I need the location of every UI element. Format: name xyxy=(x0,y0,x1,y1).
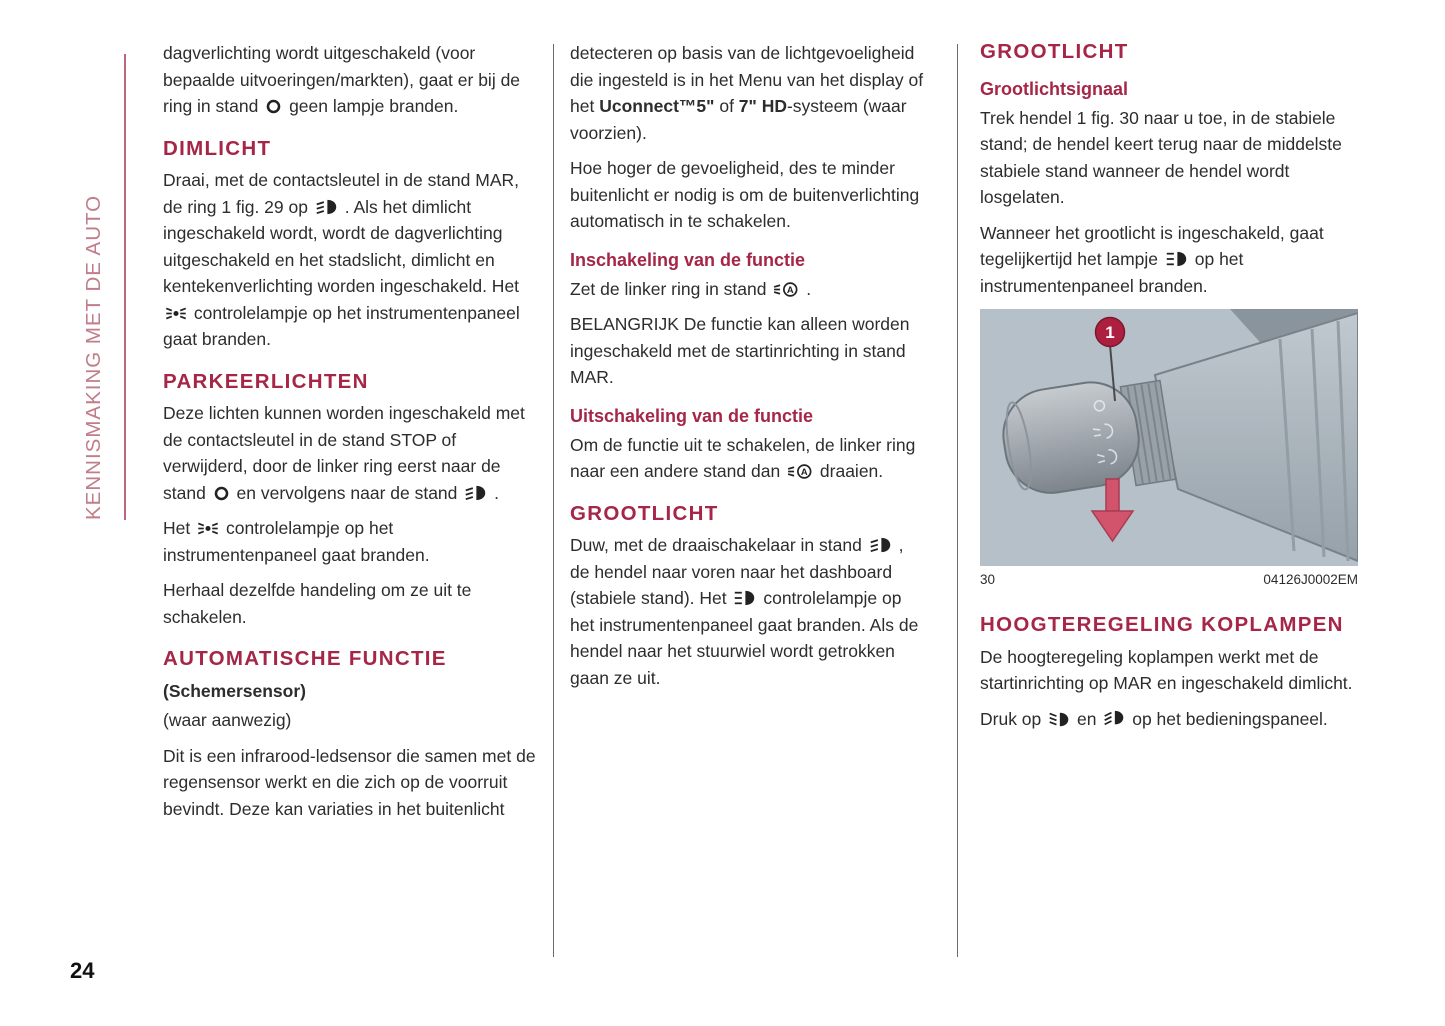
auto-light-icon xyxy=(787,463,813,480)
column-divider xyxy=(957,44,958,957)
paragraph xyxy=(163,707,537,734)
column-divider xyxy=(553,44,554,957)
text-run: of xyxy=(714,96,739,116)
sidebar-rule xyxy=(124,54,126,520)
text-run: Dit is een infrarood-ledsensor die samen met de regensensor werkt en die zich op de voorruit bevindt. Deze kan variaties in het buitenlicht xyxy=(163,745,536,819)
ring-o-icon xyxy=(265,98,282,115)
high-beam-icon xyxy=(733,589,756,607)
text-run: BELANGRIJK De functie kan alleen worden ingeschakeld met de startinrichting in stand MAR. xyxy=(570,314,910,387)
paragraph xyxy=(980,220,1358,300)
text-run: . Als het dimlicht ingeschakeld wordt, wordt de dagverlichting uitgeschakeld en het stadslicht, dimlicht en kentekenverlichting worden ingeschakeld. Het xyxy=(163,196,520,297)
text-run: detecteren op basis van de lichtgevoeligheid die ingesteld is in het Menu van het display of het xyxy=(570,43,924,116)
high-beam-icon xyxy=(1165,250,1188,268)
paragraph xyxy=(570,155,926,235)
text-run: en xyxy=(1072,708,1102,729)
low-beam-icon xyxy=(315,198,338,216)
text-run: . xyxy=(489,482,499,503)
paragraph xyxy=(163,40,537,120)
paragraph xyxy=(163,515,537,568)
bold-note: (Schemersensor) xyxy=(163,680,306,701)
low-beam-icon xyxy=(869,536,892,554)
stalk-illustration xyxy=(980,309,1358,566)
text-run: draaien. xyxy=(815,461,884,481)
parking-light-icon xyxy=(165,305,187,322)
text-column-1 xyxy=(163,40,537,831)
svg-text:A: A xyxy=(787,284,794,295)
text-run: (waar aanwezig) xyxy=(163,710,292,731)
auto-light-icon xyxy=(773,281,799,298)
text-column-3 xyxy=(980,40,1358,741)
text-run: op het instrumentenpaneel branden. xyxy=(980,249,1244,296)
text-run: Duw, met de draaischakelaar in stand xyxy=(570,535,867,556)
figure-code: 04126J0002EM xyxy=(1263,572,1358,588)
section-heading: DIMLICHT xyxy=(163,136,272,160)
ring-o-icon xyxy=(213,485,230,502)
text-run: geen lampje branden. xyxy=(284,96,459,116)
text-run: Druk op xyxy=(980,708,1047,729)
paragraph xyxy=(163,400,537,506)
text-run: dagverlichting wordt uitgeschakeld (voor bepaalde uitvoeringen/markten), gaat er bij de ring in stand xyxy=(163,43,521,116)
text-run: Uconnect™5" xyxy=(599,96,715,116)
chapter-vertical-title: KENNISMAKING MET DE AUTO xyxy=(82,194,105,520)
paragraph xyxy=(163,167,537,353)
text-run: Hoe hoger de gevoeligheid, des te minder buitenlicht er nodig is om de buitenverlichting automatisch in te schakelen. xyxy=(570,158,920,231)
paragraph xyxy=(163,577,537,630)
paragraph xyxy=(570,432,926,485)
figure-number: 30 xyxy=(980,572,996,588)
text-run: controlelampje op het instrumentenpaneel gaat branden. xyxy=(163,518,430,565)
text-run: Het xyxy=(163,518,196,539)
section-heading: GROOTLICHT xyxy=(980,40,1129,63)
paragraph xyxy=(570,311,926,391)
figure-caption xyxy=(980,572,1358,587)
stalk-figure xyxy=(980,309,1358,587)
svg-text:A: A xyxy=(800,466,808,477)
text-run: De hoogteregeling koplampen werkt met de startinrichting op MAR en ingeschakeld dimlicht. xyxy=(980,646,1353,694)
paragraph xyxy=(570,532,926,691)
paragraph xyxy=(570,276,926,303)
section-heading: GROOTLICHT xyxy=(570,501,719,525)
marker-number: 1 xyxy=(1105,323,1115,343)
leveling-up-icon xyxy=(1048,711,1070,728)
text-run: -systeem (waar voorzien). xyxy=(570,96,907,143)
text-run: Trek hendel 1 fig. 30 naar u toe, in de stabiele stand; de hendel keert terug naar de middelste stabiele stand wanneer de hendel wordt losgelaten. xyxy=(980,107,1342,208)
stalk-figure-svg xyxy=(980,309,1358,566)
text-run: Herhaal dezelfde handeling om ze uit te schakelen. xyxy=(163,580,472,627)
paragraph xyxy=(980,105,1358,211)
low-beam-icon xyxy=(464,484,487,502)
paragraph xyxy=(980,644,1358,697)
parking-light-icon xyxy=(197,520,219,537)
sub-heading: Inschakeling van de functie xyxy=(570,249,806,270)
text-column-2 xyxy=(570,40,926,700)
section-heading: PARKEERLICHTEN xyxy=(163,369,369,393)
text-run: Om de functie uit te schakelen, de linker ring naar een andere stand dan xyxy=(570,434,916,481)
text-run: 7" HD xyxy=(738,96,787,116)
text-run: Draai, met de contactsleutel in de stand MAR, de ring 1 fig. 29 op xyxy=(163,170,520,217)
text-run: Zet de linker ring in stand xyxy=(570,278,772,299)
paragraph xyxy=(570,40,926,146)
paragraph xyxy=(163,743,537,823)
text-run: , de hendel naar voren naar het dashboard (stabiele stand). Het xyxy=(570,535,904,609)
sub-heading: Grootlichtsignaal xyxy=(980,78,1129,99)
text-run: Deze lichten kunnen worden ingeschakeld met de contactsleutel in de stand STOP of verwijderd, door de linker ring eerst naar de stand xyxy=(163,403,525,503)
sub-heading: Uitschakeling van de functie xyxy=(570,405,814,426)
text-run: . xyxy=(801,278,812,299)
leveling-down-icon xyxy=(1103,709,1125,728)
text-run: op het bedieningspaneel. xyxy=(1127,708,1328,729)
paragraph xyxy=(980,706,1358,733)
text-run: en vervolgens naar de stand xyxy=(231,482,463,503)
text-run: Wanneer het grootlicht is ingeschakeld, gaat tegelijkertijd het lampje xyxy=(980,222,1324,270)
text-run: controlelampje op het instrumentenpaneel gaat branden. Als de hendel naar het stuurwiel wordt getrokken gaan ze uit. xyxy=(570,588,919,688)
page-number: 24 xyxy=(70,958,95,983)
section-heading: HOOGTEREGELING KOPLAMPEN xyxy=(980,613,1344,637)
text-run: controlelampje op het instrumentenpaneel gaat branden. xyxy=(163,302,520,350)
section-heading: AUTOMATISCHE FUNCTIE xyxy=(163,647,447,671)
